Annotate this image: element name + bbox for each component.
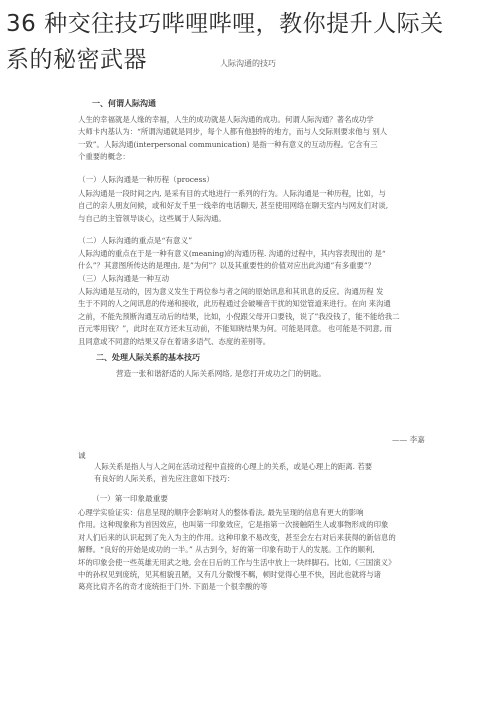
text-line: 与自己的主管领导谈心，这些属于人际沟通。 (78, 213, 226, 223)
text-line: 生于不同的人之间讯息的传递和接收，此历程通过会破噪音干扰的知觉管道来进行。在向 来沟通 (78, 299, 391, 309)
text-line: 作用。这种现象称为首因效应，也叫第一印象效应，它是指第一次接触陌生人或事物形成的印象 (78, 520, 389, 530)
section2-para2 (78, 507, 396, 594)
section1-para4 (78, 286, 400, 348)
text-line: 葛亮比肩齐名的奇才庞统拒于门外. 下面是一个很幸酸的等 (78, 582, 268, 592)
section2-intro: 营造一张和谐舒适的人际关系网络, 是您打开成功之门的钥匙。 (116, 369, 326, 378)
text-line: 人际沟通是一段时间之内, 是采有目的式地进行一系列的行为。人际沟通是一种历程，比如，与 (78, 189, 386, 198)
text-line: 心理学实验证实：信息呈现的顺序会影响对人的整体看法, 最先呈现的信息有更大的影响 (78, 508, 364, 517)
section1-para3 (78, 248, 386, 273)
text-line: 人际沟通是互动的，因为意义发生于两位参与者之间的原始讯息和其讯息的反应。沟通历程 发 (78, 287, 384, 296)
text-line: 个重要的概念： (78, 152, 130, 162)
text-line: 对人们后来的认识起到了先入为主的作用。这种印象不易改变，甚至会左右对后来获得的新信息的 (78, 532, 396, 542)
section1-sub2: （二）人际沟通的重点是“有意义” (78, 236, 193, 245)
section2-para1 (94, 461, 372, 486)
section2-sub1: （一）第一印象最重要 (92, 494, 168, 503)
text-line: 大师卡内基认为：“所谓沟通就是同步，每个人都有他独特的地方，而与人交际则要求他与 别人 (78, 127, 388, 137)
text-line: 之前，不能先预断沟通互动后的结果，比如，小倪跟父母开口要钱，说了”我没钱了，能不能给我二 (78, 311, 400, 321)
document-title: 人际沟通的技巧 (220, 59, 276, 68)
headline-line-1: 36 种交往技巧哔哩哔哩，教你提升人际关 (6, 11, 444, 37)
text-line: 坏的印象会使一些英雄无用武之地, 会在日后的工作与生活中放上一块绊脚石。比如,《三国演义》 (78, 557, 396, 567)
text-line: 中的孙权见到庞统，见其相貌丑陋，又有几分傲慢不羁，顿时觉得心里不快，因此也就将与诸 (78, 569, 382, 579)
quote-attribution: —— 李嘉 (392, 435, 425, 444)
attribution-tail: 诚 (78, 451, 86, 460)
section1-heading: 一、何谓人际沟通 (92, 98, 156, 108)
text-line: 人际沟通的重点在于是一种有意义(meaning)的沟通历程. 沟通的过程中，其内容表现出的 是“ (78, 249, 386, 258)
text-line: 人际关系是指人与人之间在活动过程中直接的心理上的关系，或是心理上的距离. 若要 (94, 462, 373, 471)
section1-sub1: （一）人际沟通是一种历程（process） (78, 175, 214, 184)
section1-para2 (78, 188, 388, 225)
headline-line-2: 系的秘密武器 (6, 47, 147, 73)
text-line: 解释。“良好的开始是成功的一半。” 从古到今，好的第一印象有助于人的发展。工作的顺利, (78, 545, 375, 555)
text-line: 一致”。人际沟通(interpersonal communication) 是指一种有意义的互动历程。它含有三 (78, 139, 378, 149)
section2-heading: 二、处理人际关系的基本技巧 (96, 352, 200, 362)
section1-sub3: （三）人际沟通是一种互动 (78, 274, 170, 283)
text-line: 且同意或不同意的结果又存在着诸多语气、态度的差别等。 (78, 336, 271, 346)
text-line: 什么”？其意图所传达的是理由, 是”为何”？以及其重要性的价值对应出此沟通”有多重要”？ (78, 261, 376, 271)
text-line: 有良好的人际关系，首先应注意如下技巧： (94, 474, 235, 484)
text-line: 自己的亲人朋友问候，或和好友千里一线牵的电话聊天, 甚至使用网络在聊天室内与网友们对谈, (78, 201, 389, 211)
text-line: 人生的幸福就是人缘的幸福，人生的成功就是人际沟通的成功。何谓人际沟通？著名成功学 (78, 115, 374, 124)
text-line: 百元零用钱？”，此时在双方还未互动前，不能知晓结果为何。可能是同意。 也可能是不同意, 而 (78, 324, 392, 334)
section1-para1 (78, 114, 387, 164)
